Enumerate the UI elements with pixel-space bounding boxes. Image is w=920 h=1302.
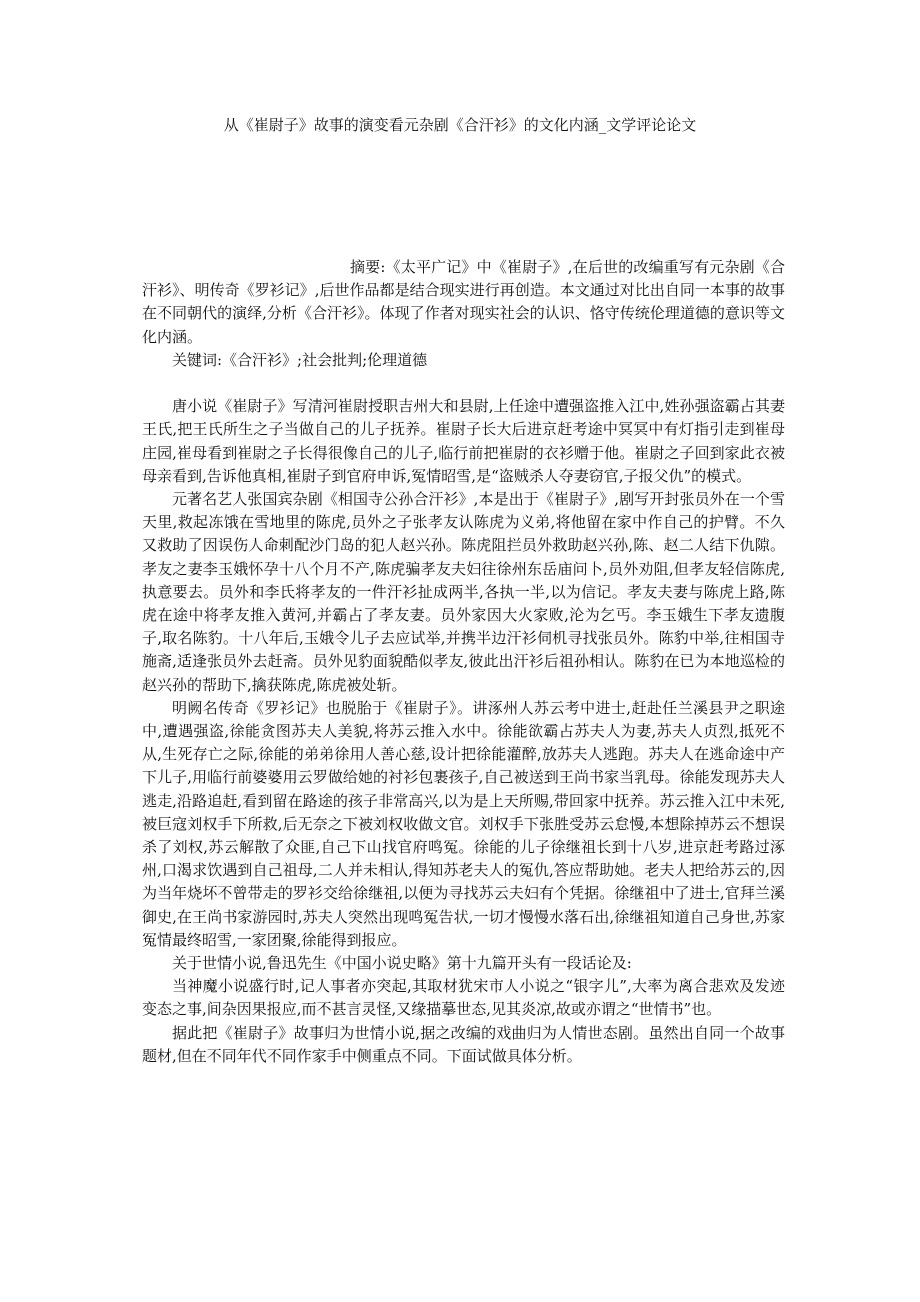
body-paragraph-2: 元著名艺人张国宾杂剧《相国寺公孙合汗衫》,本是出于《崔尉子》,剧写开封张员外在一个雪天里,救起冻饿在雪地里的陈虎,员外之子张孝友认陈虎为义弟,将他留在家中作自己的护臂。不久又救助了因误伤人命刺配沙门岛的犯人赵兴孙。陈虎阻拦员外救助赵兴孙,陈、赵二人结下仇隙。孝友之妻李玉娥怀孕十八个月不产,陈虎骗孝友夫妇往徐州东岳庙问卜,员外劝阻,但孝友轻信陈虎,执意要去。员外和李氏将孝友的一件汗衫扯成两半,各执一半,以为信记。孝友夫妻与陈虎上路,陈虎在途中将孝友推入黄河,并霸占了孝友妻。员外家因大火家败,沦为乞丐。李玉娥生下孝友遗腹子,取名陈豹。十八年后,玉娥令儿子去应试举,并携半边汗衫伺机寻找张员外。陈豹中举,往相国寺施斋,适逢张员外去赶斋。员外见豹面貌酷似孝友,彼此出汗衫后祖孙相认。陈豹在已为本地巡检的赵兴孙的帮助下,擒获陈虎,陈虎被处斩。 (142, 490, 785, 694)
abstract-paragraph: 摘要:《太平广记》中《崔尉子》,在后世的改编重写有元杂剧《合汗衫》、明传奇《罗衫记》,后世作品都是结合现实进行再创造。本文通过对比出自同一本事的故事在不同朝代的演绎,分析《合汗衫》。体现了作者对现实社会的认识、恪守传统伦理道德的意识等文化内涵。 (142, 258, 785, 346)
body-paragraph-4: 关于世情小说,鲁迅先生《中国小说史略》第十九篇开头有一段话论及: (172, 954, 632, 973)
quote-paragraph: 当神魔小说盛行时,记人事者亦突起,其取材犹宋市人小说之“银字儿”,大率为离合悲欢及发迹变态之事,间杂因果报应,而不甚言灵怪,又缘描摹世态,见其炎凉,故或亦谓之“世情书”也。 (142, 977, 785, 1019)
document-title: 从《崔尉子》故事的演变看元杂剧《合汗衫》的文化内涵_文学评论论文 (223, 116, 697, 134)
body-paragraph-6: 据此把《崔尉子》故事归为世情小说,据之改编的戏曲归为人情世态剧。虽然出自同一个故事题材,但在不同年代不同作家手中侧重点不同。下面试做具体分析。 (142, 1023, 785, 1065)
body-paragraph-3: 明阙名传奇《罗衫记》也脱胎于《崔尉子》。讲涿州人苏云考中进士,赶赴任兰溪县尹之职途中,遭遇强盗,徐能贪图苏夫人美貌,将苏云推入水中。徐能欲霸占苏夫人为妻,苏夫人贞烈,抵死不从,生死存亡之际,徐能的弟弟徐用人善心慈,设计把徐能灌醉,放苏夫人逃跑。苏夫人在逃命途中产下儿子,用临行前婆婆用云罗做给她的衬衫包裹孩子,自己被送到王尚书家当乳母。徐能发现苏夫人逃走,沿路追赶,看到留在路途的孩子非常高兴,以为是上天所赐,带回家中抚养。苏云推入江中未死,被巨寇刘权手下所救,后无奈之下被刘权收做文官。刘权手下张胜受苏云怠慢,本想除掉苏云不想误杀了刘权,苏云解散了众匪,自己下山找官府鸣冤。徐能的儿子徐继祖长到十八岁,进京赶考路过涿州,口渴求饮遇到自己祖母,二人并未相认,得知苏老夫人的冤仇,答应帮助她。老夫人把给苏云的,因为当年烧坏不曾带走的罗衫交给徐继祖,以便为寻找苏云夫妇有个凭据。徐继祖中了进士,官拜兰溪御史,在王尚书家游园时,苏夫人突然出现鸣冤告状,一切才慢慢水落石出,徐继祖知道自己身世,苏家冤情最终昭雪,一家团聚,徐能得到报应。 (142, 698, 785, 949)
document-body (142, 256, 785, 1068)
body-paragraph-1: 唐小说《崔尉子》写清河崔尉授职吉州大和县尉,上任途中遭强盗推入江中,姓孙强盗霸占其妻王氏,把王氏所生之子当做自己的儿子抚养。崔尉子长大后进京赶考途中冥冥中有灯指引走到崔母庄园,崔母看到崔尉之子长得很像自己的儿子,临行前把崔尉的衣衫赠于他。崔尉之子回到家此衣被母亲看到,告诉他真相,崔尉子到官府申诉,冤情昭雪,是“盗贼杀人夺妻窃官,子报父仇”的模式。 (142, 397, 785, 485)
keywords-line: 关键词:《合汗衫》;社会批判;伦理道德 (172, 350, 428, 369)
paragraph-spacer (142, 372, 785, 395)
